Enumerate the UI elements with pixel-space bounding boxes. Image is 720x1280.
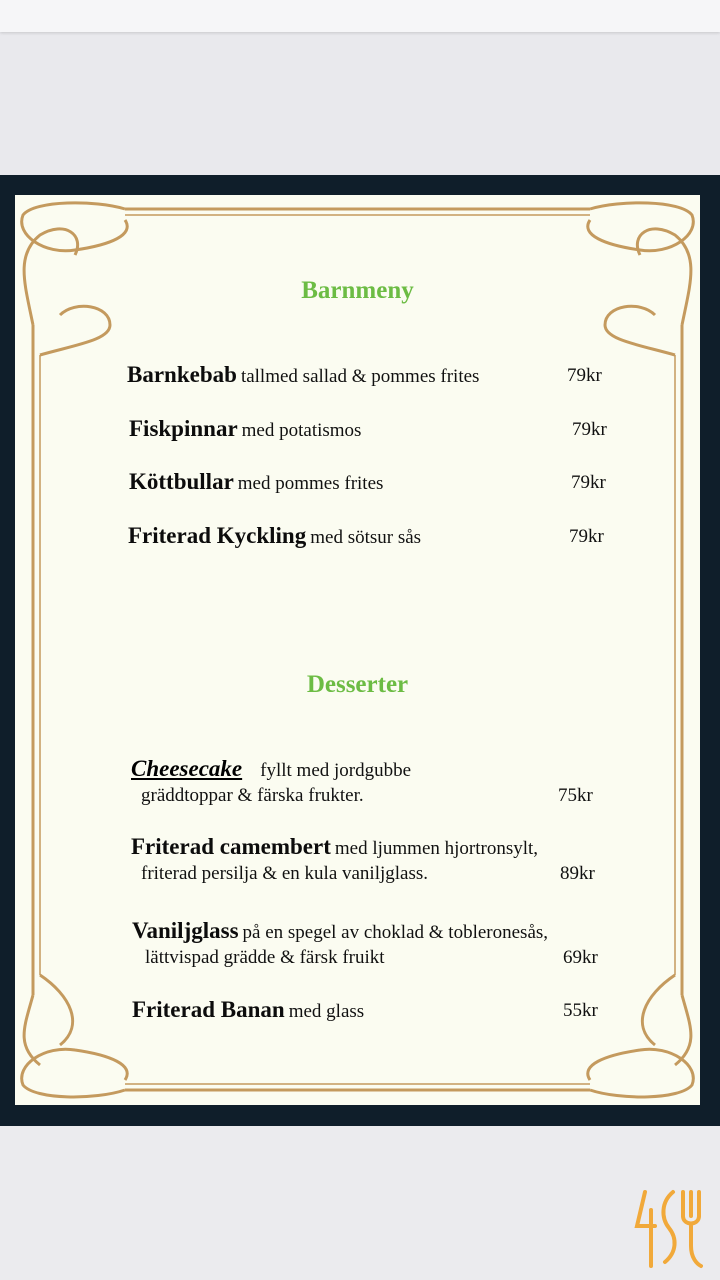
item-name: Barnkebab — [127, 362, 237, 387]
menu-item-friterad-kyckling — [15, 523, 700, 553]
menu-item-vaniljglass — [15, 918, 700, 974]
item-price: 79kr — [571, 472, 606, 493]
menu-item-kottbullar — [15, 469, 700, 499]
page-bottom-area — [0, 1126, 720, 1280]
item-desc: med pommes frites — [237, 473, 384, 494]
item-desc-2: lättvispad grädde & färsk fruikt — [145, 947, 385, 968]
item-desc: på en spegel av choklad & tobleronesås, — [242, 922, 549, 943]
menu-item-barnkebab — [15, 362, 700, 392]
item-price: 75kr — [558, 785, 593, 806]
fork-logo-icon[interactable] — [633, 1186, 703, 1270]
dessert-menu-heading: Desserter — [306, 671, 409, 698]
item-desc: med potatismos — [241, 420, 362, 441]
menu-item-friterad-banan — [15, 997, 700, 1027]
item-desc: med glass — [288, 1001, 365, 1022]
item-name: Vaniljglass — [132, 918, 239, 943]
item-desc: med ljummen hjortronsylt, — [334, 838, 539, 859]
item-desc: tallmed sallad & pommes frites — [240, 366, 480, 387]
menu-item-fiskpinnar — [15, 416, 700, 446]
item-desc-2: gräddtoppar & färska frukter. — [141, 785, 364, 806]
item-desc-2: friterad persilja & en kula vaniljglass. — [141, 863, 429, 884]
menu-item-cheesecake — [15, 756, 700, 812]
item-desc: fyllt med jordgubbe — [260, 760, 412, 781]
menu-item-friterad-camembert — [15, 834, 700, 890]
menu-paper — [15, 195, 700, 1105]
browser-top-bar — [0, 0, 720, 32]
item-price: 79kr — [572, 419, 607, 440]
item-name: Fiskpinnar — [129, 416, 238, 441]
item-price: 55kr — [563, 1000, 598, 1021]
item-name: Köttbullar — [129, 469, 234, 494]
item-price: 79kr — [569, 526, 604, 547]
item-name: Cheesecake — [131, 756, 243, 781]
item-name: Friterad camembert — [131, 834, 331, 859]
item-name: Friterad Kyckling — [128, 523, 307, 548]
item-price: 89kr — [560, 863, 595, 884]
item-desc: med sötsur sås — [310, 527, 422, 548]
item-price: 79kr — [567, 365, 602, 386]
item-name: Friterad Banan — [132, 997, 285, 1022]
kids-menu-heading: Barnmeny — [301, 277, 414, 304]
item-price: 69kr — [563, 947, 598, 968]
